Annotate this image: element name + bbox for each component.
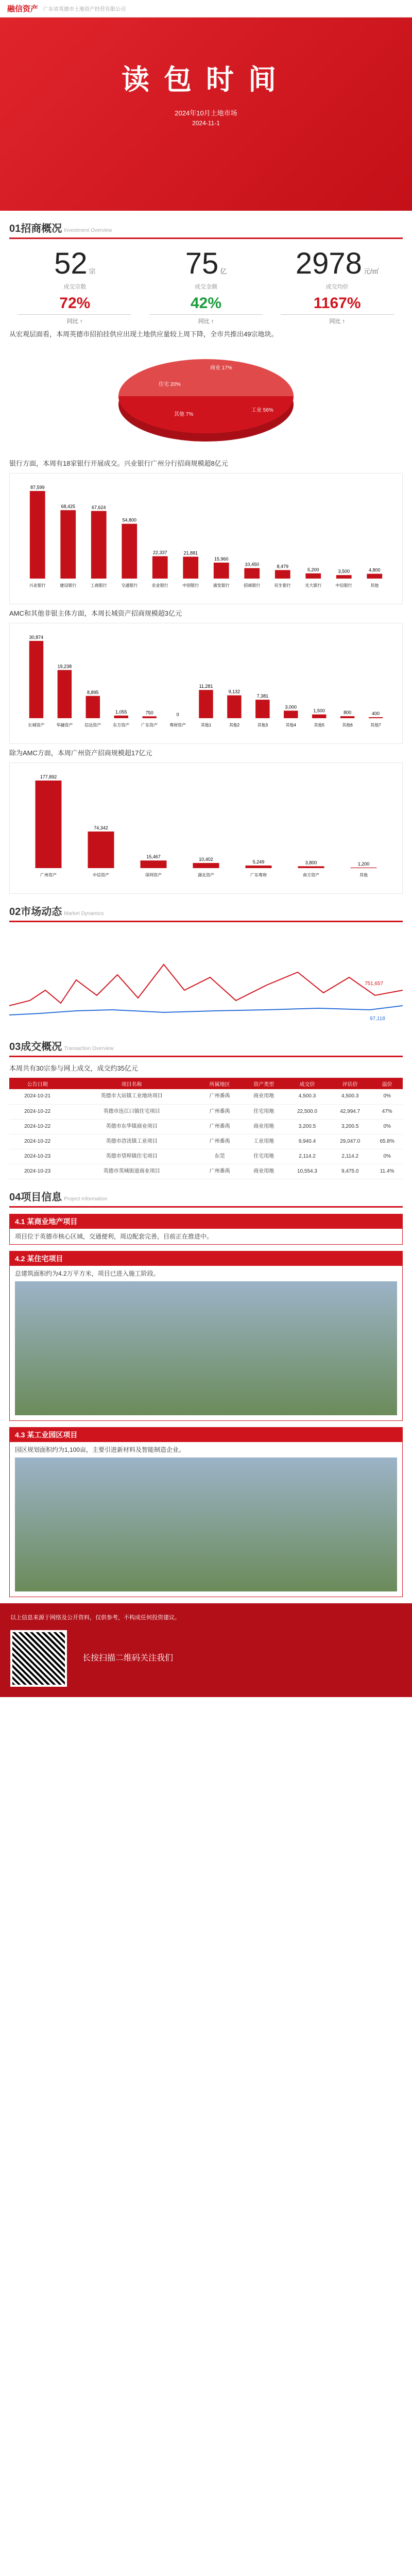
bar-category: 中信银行 — [335, 583, 352, 588]
bar-category: 光大银行 — [305, 583, 322, 588]
bar-value: 7,381 — [256, 693, 269, 699]
section-title: 03成交概况 Transaction Overview — [9, 1041, 114, 1053]
bar-value: 10,450 — [245, 562, 260, 567]
bar — [284, 710, 298, 718]
bar — [141, 860, 167, 868]
bar-value: 5,249 — [252, 859, 265, 865]
bar-category: 其他2 — [229, 723, 240, 727]
bar-value: 15,467 — [146, 854, 161, 860]
bar-category: 深圳资产 — [145, 873, 162, 877]
bar-chart-banks — [12, 476, 400, 599]
bar-value: 22,337 — [152, 550, 167, 555]
bar-value: 87,599 — [30, 485, 45, 490]
bar — [183, 557, 198, 579]
kpi-row — [9, 246, 403, 325]
divider — [9, 1206, 403, 1208]
bar-value: 19,238 — [57, 664, 72, 669]
footer — [0, 1603, 412, 1697]
logo: 融信资产 — [7, 5, 39, 13]
bar-category: 中信资产 — [93, 873, 109, 877]
bar-value: 68,425 — [61, 504, 76, 510]
kpi-amount: 75 亿 成交金额 42% 同比 ↑ — [149, 246, 263, 325]
transaction-table — [9, 1078, 403, 1179]
bar-category: 其他7 — [370, 723, 381, 727]
bar-category: 广东粤财 — [250, 873, 267, 877]
bar-category: 其他6 — [342, 723, 353, 727]
bar — [275, 570, 290, 579]
bar-category: 粤财资产 — [169, 723, 186, 727]
pie-label-d: 其他 7% — [174, 412, 194, 417]
bar — [29, 641, 43, 718]
bar — [58, 670, 72, 718]
bar-category: 长城资产 — [28, 723, 45, 727]
bar — [91, 511, 107, 579]
pie-label-c: 商业 17% — [210, 365, 232, 371]
bar — [340, 716, 354, 718]
project-card-1: 4.1 某商业地产项目 项目位于英德市核心区域，交通便利，周边配套完善，目前正在推进中。 — [9, 1214, 403, 1245]
bar-category: 农业银行 — [151, 583, 168, 588]
bar-value: 400 — [372, 711, 380, 717]
bar-value: 9,132 — [228, 689, 241, 694]
project-card-3: 4.3 某工业园区项目 园区规划面积约为1,100亩，主要引进新材料及智能制造企业。 — [9, 1427, 403, 1597]
trend-label-1: 751,657 — [365, 981, 384, 987]
hero-title: 读包时间 — [122, 64, 290, 95]
bar1-intro: 银行方面，本周有18家银行开展成交。兴业银行广州分行招商规模超8亿元 — [9, 460, 228, 467]
project-card-2: 4.2 某住宅项目 总建筑面积约为4.2万平方米，项目已进入施工阶段。 — [9, 1251, 403, 1421]
bar-category: 浦发银行 — [213, 583, 230, 588]
kpi-price: 2978 元/㎡ 成交均价 1167% 同比 ↑ — [281, 246, 394, 325]
bar-category: 信达资产 — [84, 723, 101, 727]
bar-category: 兴业银行 — [29, 583, 46, 588]
disclaimer: 以上信息来源于网络及公开资料，仅供参考，不构成任何投资建议。 — [10, 1614, 180, 1621]
hero-date: 2024-11-1 — [192, 120, 220, 127]
bar-category: 广东资产 — [141, 723, 158, 727]
bar — [199, 690, 213, 718]
table-header: 公告日期 — [9, 1078, 65, 1089]
table-header: 项目名称 — [65, 1078, 198, 1089]
bar-chart-amc — [12, 625, 400, 739]
bar-value: 1,500 — [313, 708, 325, 714]
section-transactions — [0, 1038, 412, 1179]
company-name: 广东省英德市土地资产经营有限公司 — [43, 7, 126, 12]
table-header: 溢价 — [371, 1078, 403, 1089]
bar — [244, 568, 260, 579]
bar — [369, 717, 383, 718]
divider — [9, 238, 403, 239]
section-projects — [0, 1189, 412, 1597]
table-header: 评估价 — [329, 1078, 371, 1089]
bar — [336, 575, 352, 579]
bar-value: 5,200 — [307, 567, 319, 572]
table-header: 成交价 — [286, 1078, 329, 1089]
bar — [312, 715, 326, 718]
bar — [298, 866, 324, 868]
bar-category: 其他5 — [314, 723, 324, 727]
intro-paragraph: 从宏观层面看，本周英德市招拍挂供应出现土地供应量较上周下降，全市共推出49宗地块。 — [9, 330, 278, 338]
bar-category: 湖北资产 — [198, 873, 214, 877]
bar-category: 华融资产 — [56, 723, 73, 727]
hero-banner — [0, 18, 412, 211]
table-row: 2024-10-22 英德市东华镇商业项目 广州番禺 商业用地 3,200.5 3,200.5 0% — [9, 1119, 403, 1134]
bar-category: 南方资产 — [303, 873, 319, 877]
section-title: 02市场动态 Market Dynamics — [9, 906, 104, 918]
bar-value: 800 — [344, 710, 352, 716]
bar-value: 15,960 — [214, 556, 229, 562]
bar-value: 0 — [176, 712, 179, 717]
bar — [152, 556, 168, 579]
bar — [367, 574, 382, 579]
bar — [60, 510, 76, 579]
bar-value: 750 — [145, 710, 153, 716]
table-row: 2024-10-23 英德市英城街道商业项目 广州番禺 商业用地 10,554.3 9,475.0 11.4% — [9, 1164, 403, 1179]
bar-category: 招商银行 — [244, 583, 261, 588]
project-photo — [15, 1458, 397, 1591]
table-row: 2024-10-22 英德市浛洸镇工业项目 广州番禺 工业用地 9,940.4 29,047.0 65.8% — [9, 1134, 403, 1149]
transaction-intro: 本周共有30宗参与网上成交，成交约35亿元 — [9, 1064, 138, 1072]
bar — [214, 563, 229, 579]
bar — [88, 832, 114, 868]
bar — [305, 573, 321, 579]
bar — [227, 696, 241, 718]
kpi-count: 52 宗 成交宗数 72% 同比 ↑ — [18, 246, 131, 325]
qr-caption: 长按扫描二维码关注我们 — [82, 1653, 174, 1663]
bar — [246, 866, 272, 868]
bar-value: 54,800 — [122, 517, 137, 523]
bar-value: 4,800 — [368, 567, 381, 573]
section-market — [0, 903, 412, 1029]
trend-chart — [9, 928, 403, 1026]
table-row: 2024-10-21 英德市大站镇工业地块项目 广州番禺 商业用地 4,500.3 4,500.3 0% — [9, 1089, 403, 1104]
bar-category: 其他4 — [285, 723, 296, 727]
divider — [9, 1056, 403, 1057]
bar-value: 10,402 — [199, 857, 213, 862]
bar-value: 1,055 — [115, 709, 127, 715]
table-header: 所属地区 — [198, 1078, 242, 1089]
bar-value: 3,500 — [338, 569, 350, 574]
hero-subtitle: 2024年10月土地市场 — [175, 109, 237, 117]
project-photo — [15, 1281, 397, 1415]
section-title: 04项目信息 Project Information — [9, 1191, 108, 1203]
bar-category: 交通银行 — [121, 583, 138, 588]
table-row: 2024-10-23 英德市望埠镇住宅项目 东莞 住宅用地 2,114.2 2,114.2 0% — [9, 1149, 403, 1164]
bar-value: 1,200 — [357, 861, 370, 867]
bar — [142, 716, 156, 718]
bar-value: 3,000 — [285, 704, 297, 710]
bar — [122, 524, 137, 579]
section-investment — [0, 220, 412, 894]
bar3-intro: 除为AMC方面，本周广州资产招商规模超17亿元 — [9, 749, 152, 757]
bar-category: 广州资产 — [40, 873, 57, 877]
qr-code[interactable] — [10, 1630, 67, 1687]
bar-value: 3,800 — [305, 860, 317, 866]
bar-category: 建设银行 — [60, 583, 77, 588]
bar — [30, 491, 45, 579]
bar-chart-others — [12, 765, 400, 889]
app-header — [0, 0, 412, 18]
bar — [193, 863, 219, 868]
pie-chart — [9, 344, 403, 452]
bar — [114, 716, 128, 718]
table-row: 2024-10-22 英德市连江口镇住宅项目 广州番禺 住宅用地 22,500.0 42,994.7 47% — [9, 1104, 403, 1119]
bar — [255, 700, 269, 718]
bar-value: 8,479 — [277, 564, 289, 569]
bar-category: 其他1 — [200, 723, 212, 727]
bar2-intro: AMC和其他非银主体方面，本周长城资产招商规模超3亿元 — [9, 609, 182, 617]
bar-category: 东方资产 — [113, 723, 130, 727]
bar-value: 21,881 — [183, 550, 198, 556]
bar-value: 11,281 — [199, 684, 213, 689]
bar-category: 其他 — [370, 583, 379, 588]
pie-label-a: 工业 56% — [251, 408, 273, 413]
bar-value: 74,342 — [94, 825, 108, 831]
bar-category: 中国银行 — [182, 583, 199, 588]
bar-category: 工商银行 — [90, 583, 107, 588]
divider — [9, 921, 403, 922]
bar-value: 177,892 — [40, 774, 57, 779]
section-title: 01招商概况 Investment Overview — [9, 223, 112, 234]
trend-label-2: 97,118 — [370, 1016, 385, 1022]
bar-value: 67,624 — [91, 504, 106, 510]
bar — [86, 696, 100, 718]
pie-label-b: 住宅 20% — [159, 382, 181, 387]
bar — [36, 781, 62, 868]
bar-category: 民生银行 — [274, 583, 291, 588]
bar-value: 30,874 — [29, 635, 44, 640]
bar-category: 其他3 — [257, 723, 268, 727]
table-header: 资产类型 — [242, 1078, 286, 1089]
bar-category: 其他 — [359, 873, 368, 877]
bar-value: 8,895 — [87, 689, 99, 695]
